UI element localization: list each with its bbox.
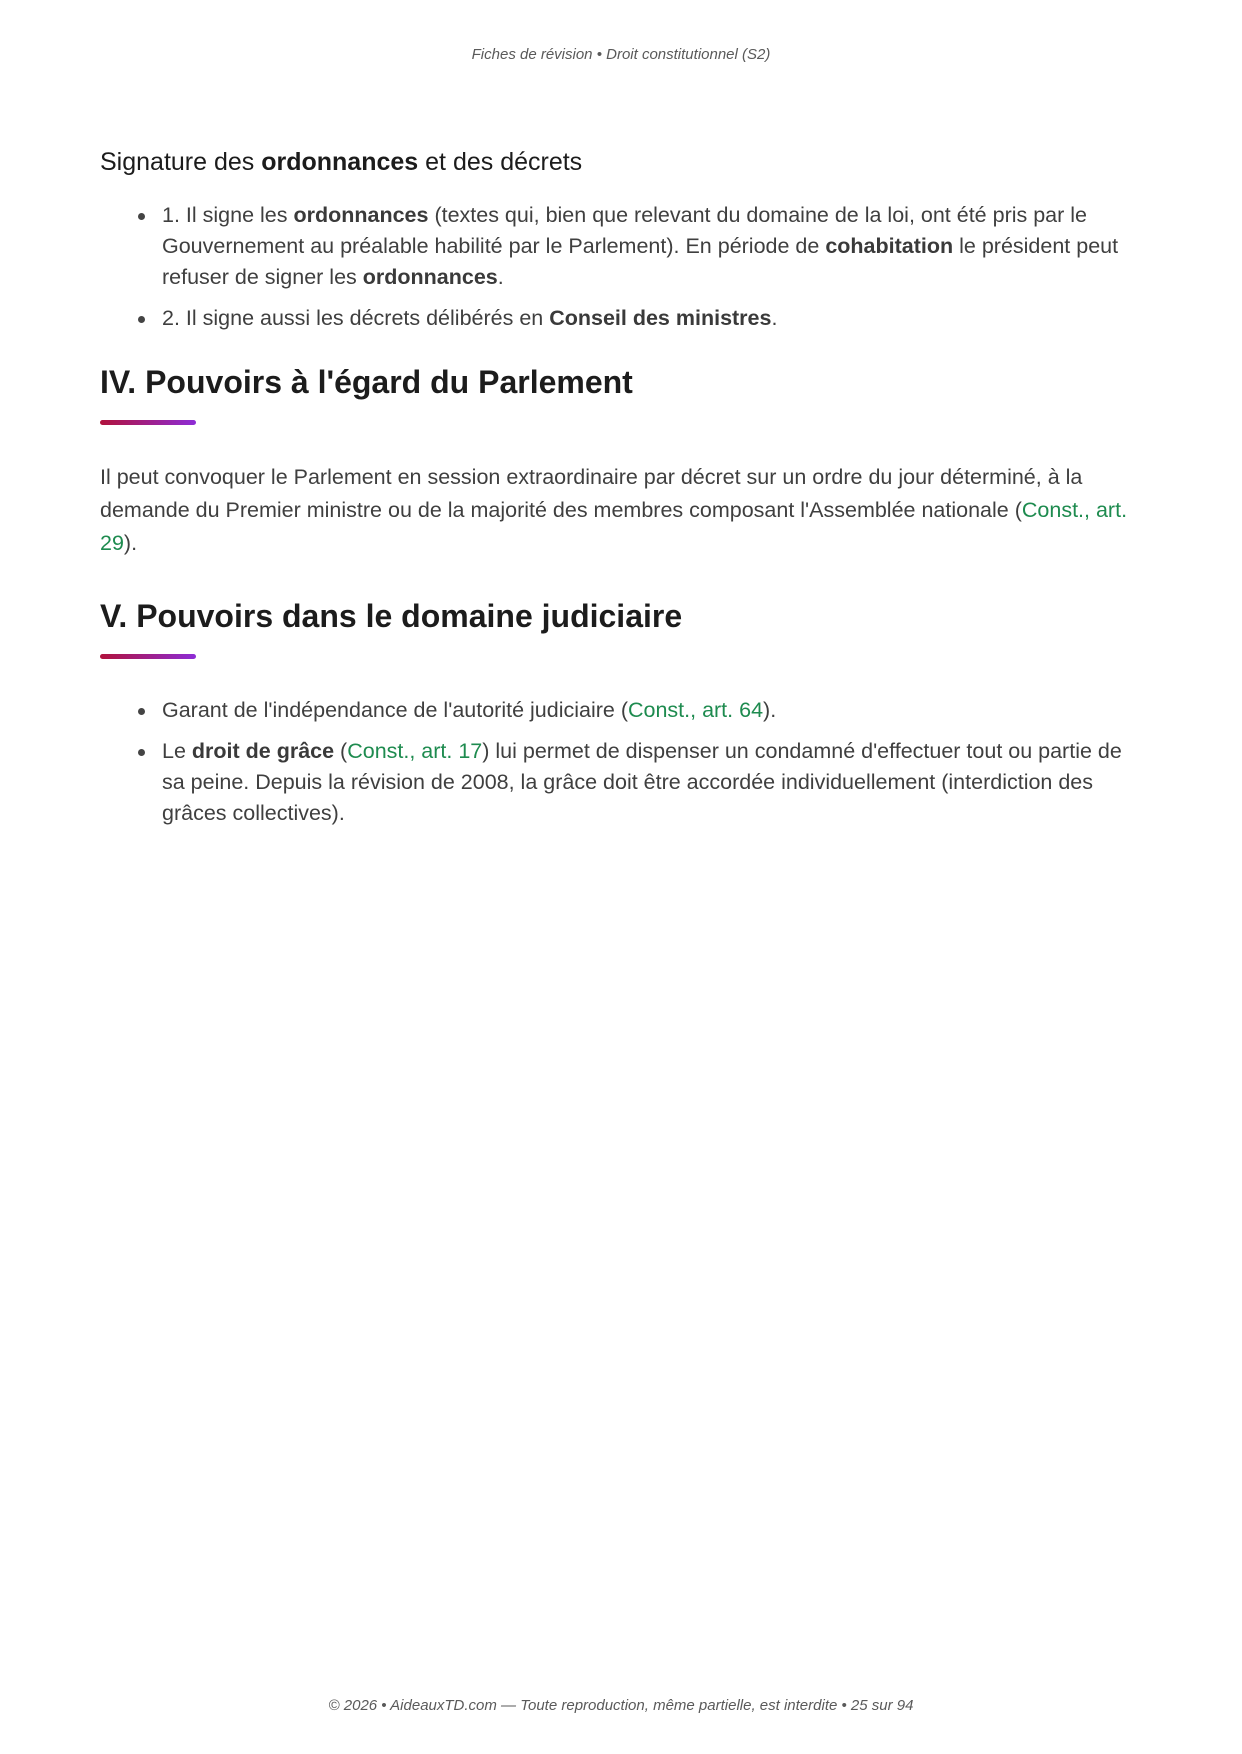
article-reference-link[interactable]: Const., art. 64 <box>627 698 764 722</box>
item-text: 2. Il signe aussi les décrets délibérés en <box>162 306 550 330</box>
list-item <box>162 695 1140 726</box>
list-item <box>162 200 1140 293</box>
item-bold-text: ordonnances <box>293 203 429 227</box>
list-item <box>162 736 1140 829</box>
section-title-judiciaire: V. Pouvoirs dans le domaine judiciaire <box>100 598 683 634</box>
item-text: le président peut refuser de signer les <box>162 234 1119 289</box>
paragraph-parlement <box>100 461 1140 560</box>
heading-underline <box>100 654 196 659</box>
section-title-signature <box>100 144 1140 180</box>
page-header: Fiches de révision • Droit constitutionnel (S2) <box>471 46 771 63</box>
bullet-icon <box>138 708 145 715</box>
signature-list <box>100 200 1140 334</box>
judiciaire-list <box>100 695 1140 829</box>
section-title-parlement: IV. Pouvoirs à l'égard du Parlement <box>100 364 633 400</box>
item-text: ). <box>763 698 777 722</box>
paragraph-text: ). <box>123 531 138 555</box>
title-text: et des décrets <box>418 148 583 176</box>
list-item <box>162 303 1140 334</box>
paragraph-text: Il peut convoquer le Parlement en session extraordinaire par décret sur un ordre du jour déterminé, à la demande du Premier ministre ou de la majorité des membres composant l'Assemblée nationale ( <box>100 465 1083 522</box>
item-text: . <box>771 306 778 330</box>
item-bold-text: cohabitation <box>825 234 954 258</box>
item-bold-text: Conseil des ministres <box>549 306 772 330</box>
item-text: Le <box>162 739 192 763</box>
bullet-icon <box>138 316 145 323</box>
item-text: ( <box>334 739 348 763</box>
article-reference-link[interactable]: Const., art. 17 <box>347 739 483 763</box>
item-text: (textes qui, bien que relevant du domaine de la loi, ont été pris par le Gouvernement au préalable habilité par le Parlement). En période de <box>162 203 1088 258</box>
item-text: ) lui permet de dispenser un condamné d'effectuer tout ou partie de sa peine. Depuis la révision de 2008, la grâce doit être accordée individuellement (interdiction des grâces collectives). <box>162 739 1122 825</box>
item-text: . <box>497 265 504 289</box>
title-bold-text: ordonnances <box>261 148 419 176</box>
bullet-icon <box>138 749 145 756</box>
item-text: 1. Il signe les <box>162 203 294 227</box>
item-text: Garant de l'indépendance de l'autorité judiciaire ( <box>162 698 628 722</box>
page-footer: © 2026 • AideauxTD.com — Toute reproduction, même partielle, est interdite • 25 sur 94 <box>328 1697 914 1714</box>
item-bold-text: droit de grâce <box>191 739 335 763</box>
article-reference-link[interactable]: Const., art. 29 <box>100 498 1128 555</box>
title-text: Signature des <box>100 148 262 176</box>
heading-underline <box>100 420 196 425</box>
page-content <box>100 144 1140 839</box>
bullet-icon <box>138 213 145 220</box>
item-bold-text: ordonnances <box>362 265 498 289</box>
